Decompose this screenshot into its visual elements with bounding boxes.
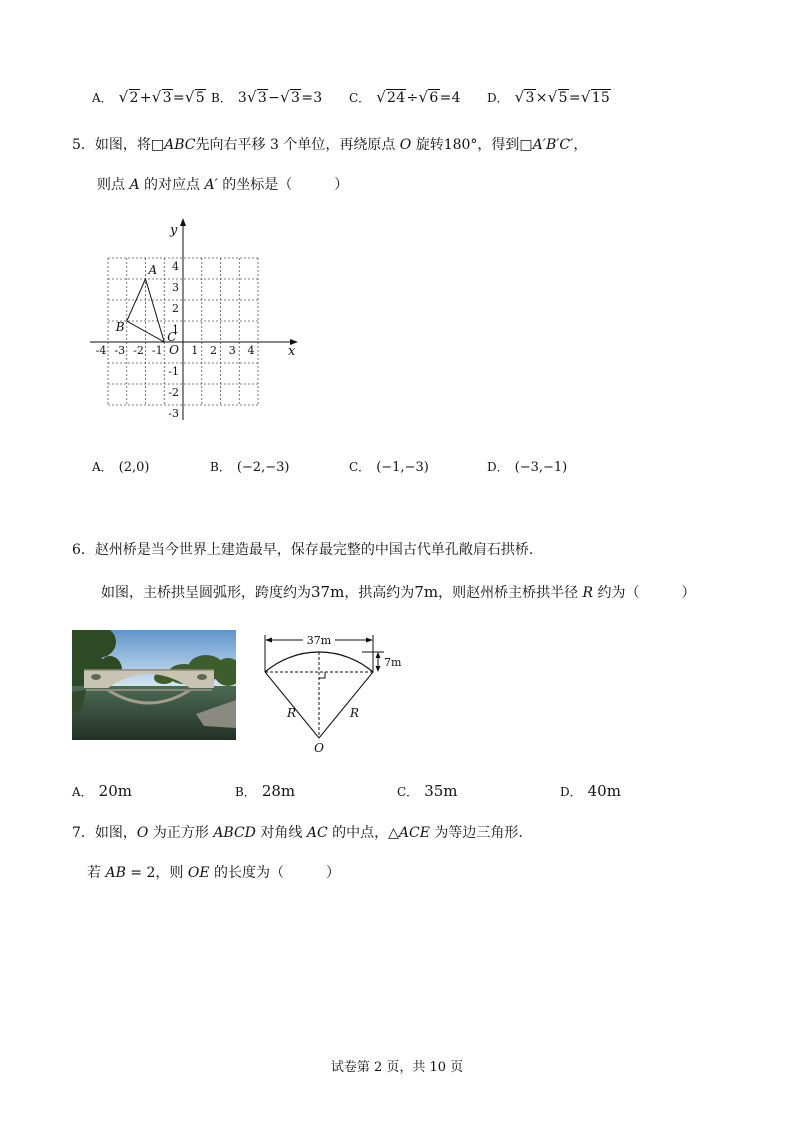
option-label: D． [487, 91, 509, 105]
radical-sign: √ [118, 88, 129, 106]
x-tick-label: -1 [151, 344, 163, 357]
math-variable: A [129, 177, 140, 193]
y-axis-label: y [170, 223, 178, 238]
radical-sign: √ [376, 88, 387, 106]
radical-sign: √ [280, 88, 291, 106]
q7-stem-line2 [87, 863, 340, 883]
radical-sign: √ [580, 88, 591, 106]
radical-sign: √ [547, 88, 558, 106]
x-tick-label: -3 [114, 344, 126, 357]
radicand: 3 [291, 90, 301, 106]
option-label: B． [210, 460, 231, 474]
question-text: 7．如图， [72, 825, 137, 841]
q5-option-d [487, 456, 567, 478]
question-text: ， [573, 137, 588, 153]
question-text: 的对应点 [139, 177, 205, 193]
radicand: 6 [429, 90, 439, 106]
radius-line-right [319, 672, 373, 738]
option-expression: √3×√5=√15 [514, 88, 611, 106]
y-tick-label: -3 [168, 407, 179, 420]
y-tick-label: -1 [168, 365, 179, 378]
x-tick-label: 3 [228, 344, 236, 357]
math-variable: A′B′C′ [532, 137, 574, 153]
radicand: 24 [387, 90, 406, 106]
question-text: 为正方形 [148, 825, 214, 841]
center-label: O [314, 741, 324, 755]
radicand: 3 [257, 90, 268, 106]
right-angle-mark [319, 672, 325, 678]
radical-sign: √ [247, 88, 257, 106]
span-label: 37m [306, 634, 332, 647]
question-text: 对角线 [255, 825, 307, 841]
photo-bridge-side-arch [91, 674, 101, 680]
option-value: (2,0) [118, 460, 150, 475]
radicand: 5 [195, 90, 205, 106]
bridge-photo [72, 630, 236, 740]
radius-line-left [265, 672, 319, 738]
question-text: ，拱高约为 [344, 585, 415, 601]
page-footer: 试卷第 2 页，共 10 页 [330, 1060, 464, 1075]
radicand: 3 [162, 90, 172, 106]
question-text: 约为（ ） [593, 585, 696, 601]
option-value: 28m [261, 782, 296, 800]
radicand: 5 [558, 90, 568, 106]
option-expression: √2+√3=√5 [118, 88, 205, 106]
option-label: A． [72, 785, 93, 799]
radius-label-left: R [287, 706, 297, 720]
option-value: (−3,−1) [514, 460, 568, 475]
question-text: 37m [311, 583, 345, 601]
radical-sign: √ [151, 88, 162, 106]
q6-stem-line2 [101, 582, 696, 603]
x-tick-label: 1 [191, 344, 199, 357]
option-expression: 3√3−√3=3 [237, 88, 323, 106]
option-expression: √24÷√6=4 [376, 88, 461, 106]
option-label: C． [349, 460, 371, 474]
arrow-head-icon [376, 666, 381, 672]
point-label-a: A [148, 263, 158, 277]
arrow-head-icon [376, 652, 381, 658]
q5-stem-line2 [97, 175, 348, 195]
x-tick-label: -4 [95, 344, 107, 357]
question-text: 先向右平移 3 个单位，再绕原点 [195, 137, 400, 153]
option-value: 35m [424, 782, 458, 800]
radical-sign: √ [418, 88, 429, 106]
question-text: = 2，则 [125, 865, 188, 881]
x-axis-label: x [288, 344, 296, 359]
q6-option-a [72, 781, 132, 802]
bridge-arch-diagram [258, 625, 408, 765]
radicand: 15 [591, 90, 611, 106]
math-variable: ACE [398, 825, 430, 841]
point-label-c: C [167, 330, 177, 344]
y-axis-arrow-icon [180, 218, 186, 226]
question-text: 的坐标是（ ） [217, 177, 349, 193]
question-text: 为等边三角形. [429, 825, 523, 841]
radical-sign: √ [514, 88, 525, 106]
q6-option-c [397, 781, 458, 802]
top-option-b [211, 87, 322, 108]
math-variable: A′ [204, 177, 218, 193]
question-text: 5．如图，将□ [72, 137, 165, 153]
question-text: ，则赵州桥主桥拱半径 [438, 585, 583, 601]
math-variable: AB [105, 865, 126, 881]
coordinate-grid-figure [85, 215, 300, 425]
math-variable: AC [306, 825, 328, 841]
q6-option-d [560, 781, 621, 802]
option-label: B． [235, 785, 256, 799]
point-label-b: B [115, 320, 125, 334]
option-value: (−2,−3) [236, 460, 290, 475]
arrow-head-icon [265, 638, 272, 643]
question-text: 旋转180°，得到□ [411, 137, 533, 153]
photo-bridge-side-arch [197, 674, 207, 680]
math-variable: OE [187, 865, 210, 881]
option-value: 20m [98, 782, 132, 800]
math-variable: ABCD [213, 825, 256, 841]
y-tick-label: 1 [172, 323, 179, 336]
y-tick-label: 4 [172, 260, 179, 273]
q6-option-b [235, 781, 295, 802]
top-option-c [349, 87, 461, 108]
option-label: A． [92, 91, 113, 105]
x-tick-label: 2 [210, 344, 217, 357]
math-variable: ABC [164, 137, 196, 153]
y-tick-label: 3 [172, 281, 179, 294]
question-text: 的长度为（ ） [209, 865, 341, 881]
q5-option-c [349, 456, 429, 478]
x-tick-label: 4 [247, 344, 255, 357]
option-label: C． [349, 91, 371, 105]
top-option-d [487, 87, 611, 108]
option-value: (−1,−3) [376, 460, 429, 475]
question-text: 如图，主桥拱呈圆弧形，跨度约为 [101, 585, 311, 601]
origin-label: O [169, 343, 179, 357]
question-text: 若 [87, 865, 106, 881]
radical-sign: √ [184, 88, 195, 106]
question-text: 6．赵州桥是当今世界上建造最早，保存最完整的中国古代单孔敞肩石拱桥. [72, 542, 534, 558]
q7-stem-line1 [72, 823, 523, 843]
option-label: A． [92, 460, 113, 474]
arrow-head-icon [366, 638, 373, 643]
option-label: D． [487, 460, 509, 474]
math-variable: R [582, 585, 594, 601]
q5-option-b [210, 456, 289, 478]
math-variable: O [136, 825, 149, 841]
radicand: 2 [129, 90, 139, 106]
y-tick-label: 2 [172, 302, 179, 315]
q6-stem-line1 [72, 540, 533, 560]
y-tick-label: -2 [168, 386, 179, 399]
rise-label: 7m [384, 656, 402, 669]
question-text: 7m [414, 583, 439, 601]
math-variable: O [399, 137, 412, 153]
question-text: 则点 [97, 177, 130, 193]
x-tick-label: -2 [133, 344, 144, 357]
radicand: 3 [525, 90, 535, 106]
option-label: C． [397, 785, 419, 799]
question-text: 的中点，△ [327, 825, 399, 841]
top-option-a [92, 87, 206, 108]
q5-option-a [92, 456, 150, 478]
radius-label-right: R [350, 706, 360, 720]
q5-stem-line1 [72, 135, 587, 155]
option-label: B． [211, 91, 232, 105]
option-value: 40m [587, 782, 621, 800]
option-label: D． [560, 785, 582, 799]
